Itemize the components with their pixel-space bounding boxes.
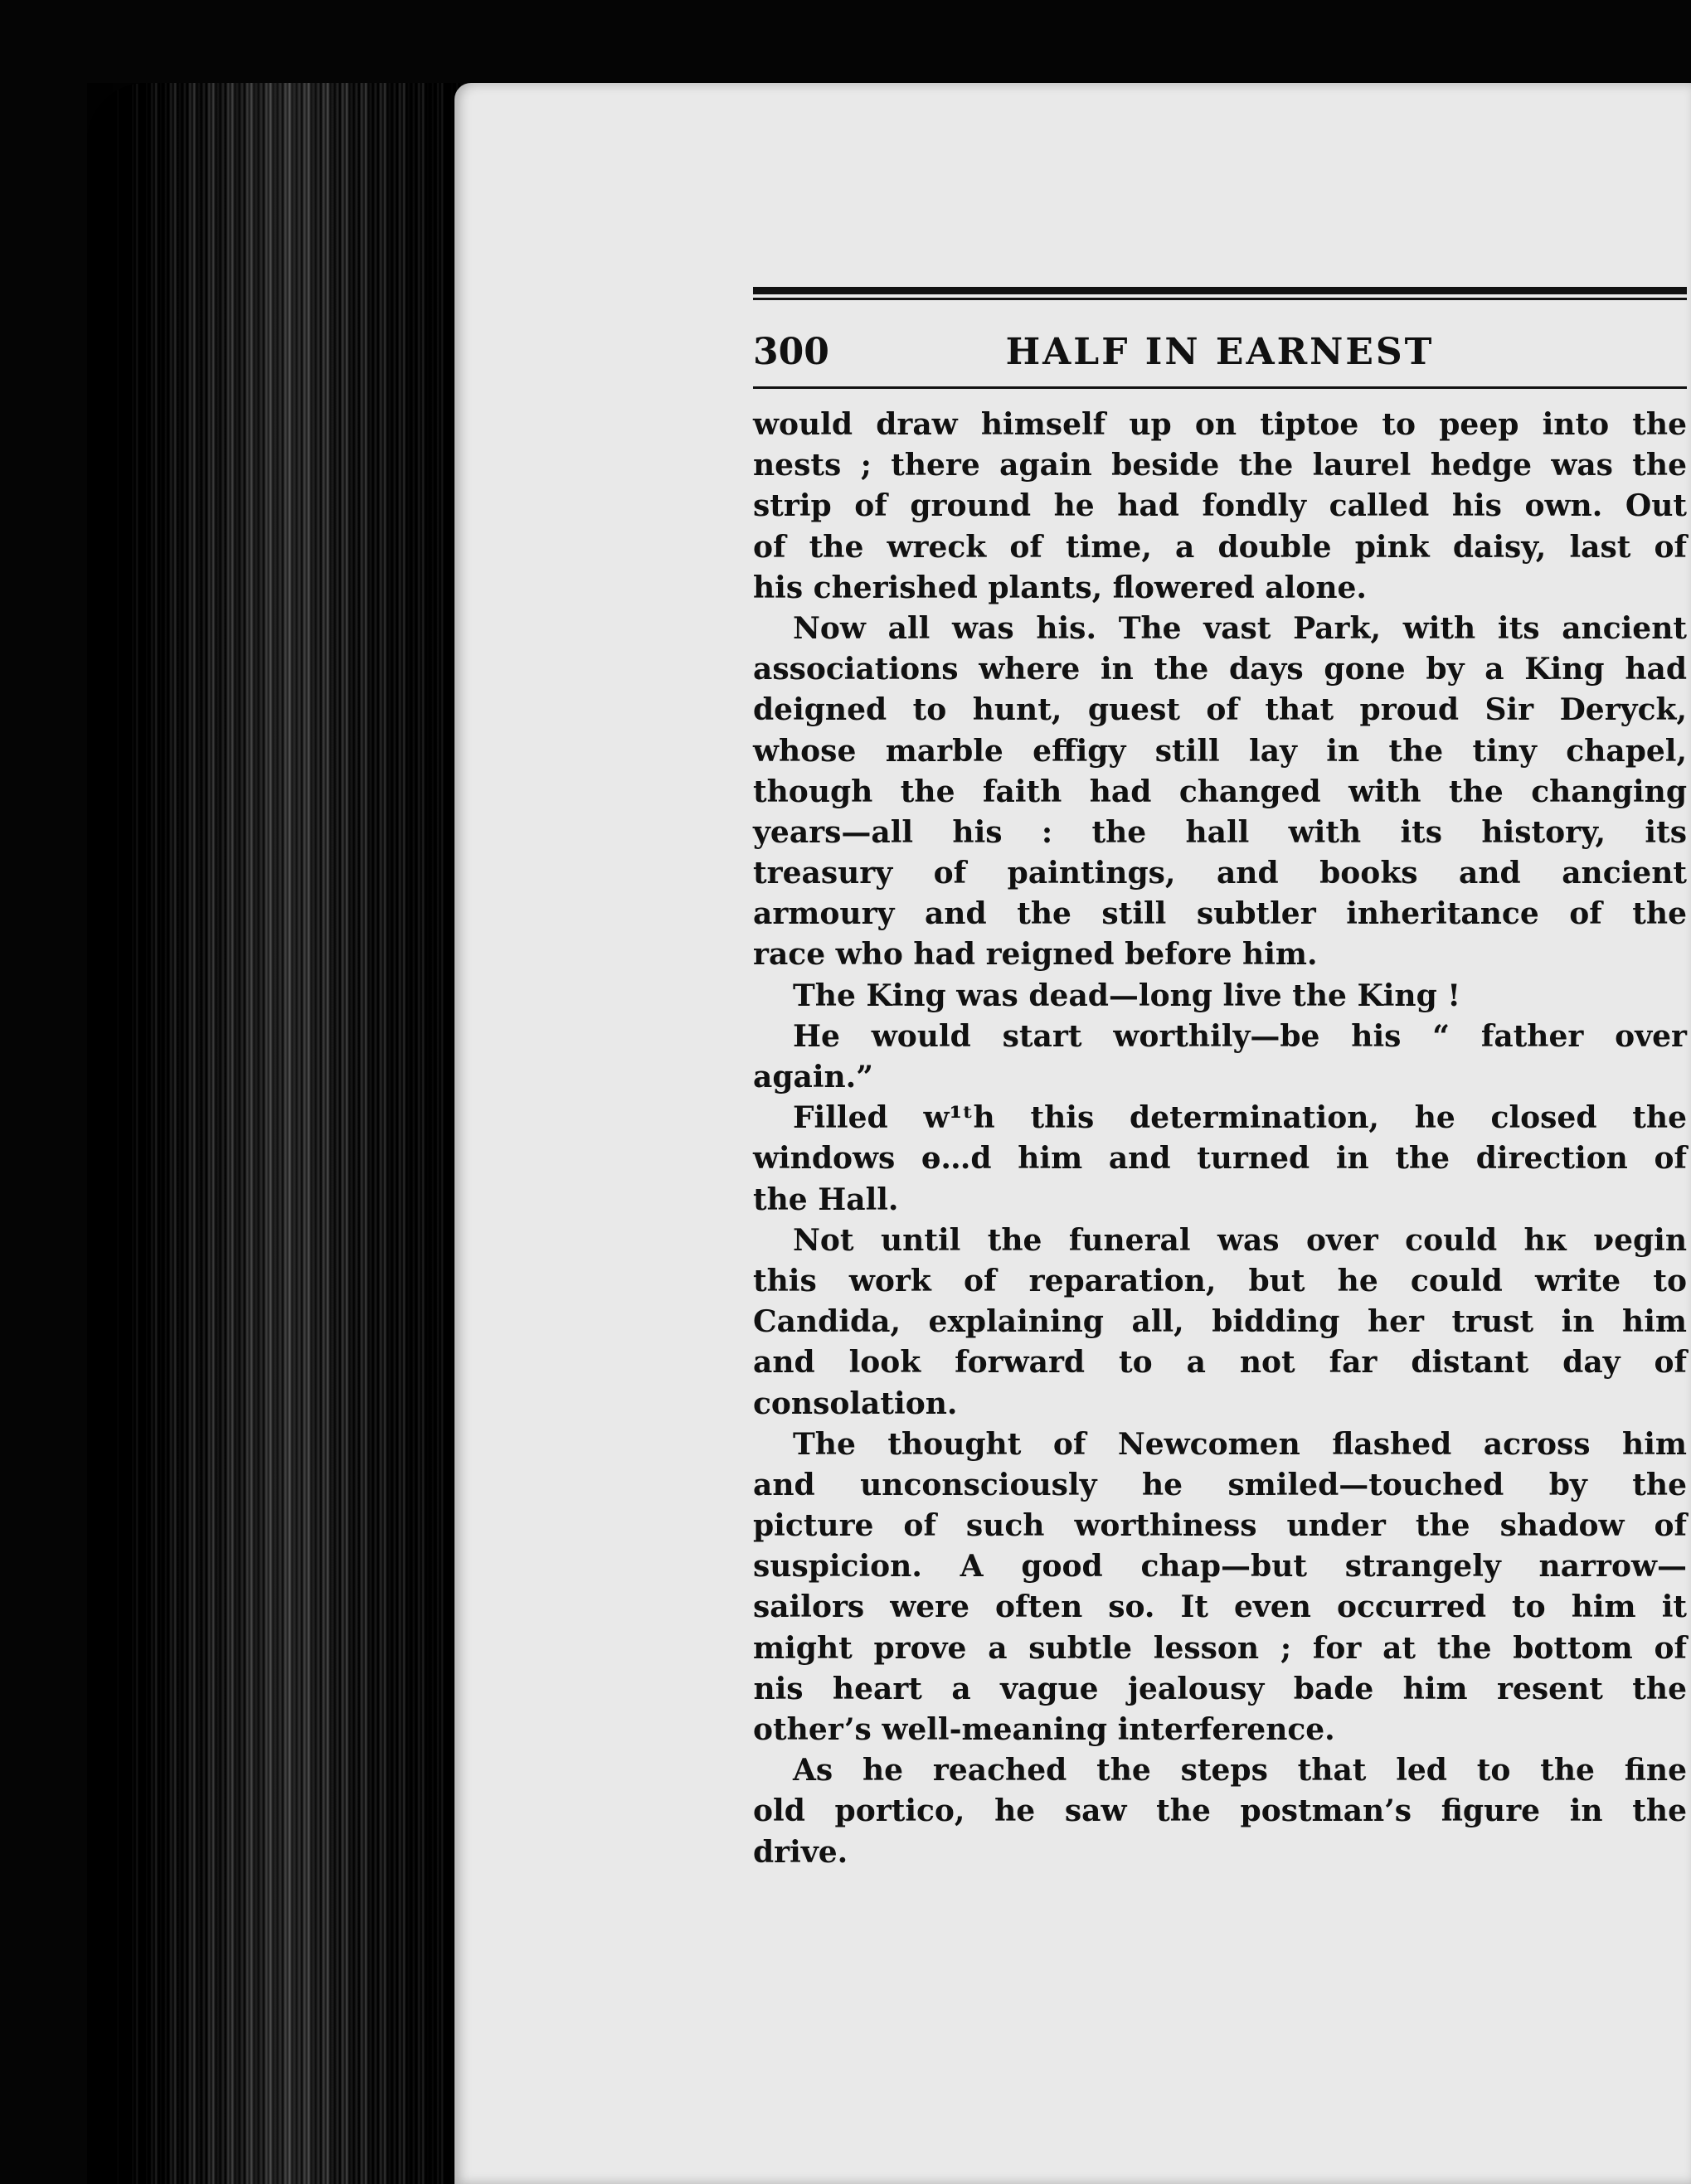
text-line: the Hall. (753, 1182, 899, 1217)
book-page-edges (87, 83, 460, 2184)
text-line: other’s well-meaning interference. (753, 1712, 1335, 1747)
text-line: would draw himself up on tiptoe to peep into the (753, 407, 1687, 442)
text-line: The King was dead—long live the King ! (793, 978, 1461, 1013)
text-line: his cherished plants, flowered alone. (753, 570, 1367, 605)
book-page (454, 83, 1691, 2184)
text-line: ոis heart a vague jealousy bade him resent the (753, 1671, 1687, 1706)
text-line: and unconsciously he smiled—touched by the (753, 1467, 1687, 1502)
text-line: Candida, explaining all, bidding her trust in him (753, 1304, 1687, 1340)
text-line: armoury and the still subtler inheritance of the (753, 896, 1687, 932)
text-line: He would start worthily—be his “ father over (793, 1018, 1687, 1054)
text-line: Now all was his. The vast Park, with its ancient (793, 610, 1687, 646)
text-line: The thought of Newcomen flashed across him (793, 1426, 1687, 1462)
text-line: treasury of paintings, and books and ancient (753, 856, 1687, 891)
text-line: this work of reparation, but he could write to (753, 1263, 1687, 1298)
text-line: though the faith had changed with the changing (753, 774, 1687, 809)
text-line: might prove a subtle lesson ; for at the bottom of (753, 1630, 1687, 1666)
running-title: HALF IN EARNEST (1005, 331, 1435, 373)
top-thick-rule (753, 287, 1687, 294)
text-line: race who had reigned before him. (753, 937, 1318, 973)
text-line: As he reached the steps that led to the fine (793, 1753, 1687, 1788)
text-line: old portico, he saw the postman’s figure in the (753, 1793, 1687, 1829)
text-line: of the wreck of time, a double pink daisy, last of (753, 529, 1687, 565)
text-line: deigned to hunt, guest of that proud Sir Deryck, (753, 692, 1687, 728)
text-line: suspicion. A good chap—but strangely narrow— (753, 1549, 1687, 1585)
text-line: Filled w¹ᵗh this determination, he closed the (793, 1100, 1687, 1136)
text-line: sailors were often so. It even occurred to him it (753, 1589, 1687, 1625)
text-line: strip of ground he had fondly called his own. Out (753, 488, 1687, 524)
text-line: associations where in the days gone by a King had (753, 652, 1687, 687)
text-line: years—all his : the hall with its history, its (753, 814, 1687, 850)
page-number: 300 (753, 331, 829, 373)
text-line: picture of such worthiness under the shadow of (753, 1508, 1687, 1544)
text-line: consolation. (753, 1386, 958, 1421)
text-line: nests ; there again beside the laurel hedge was the (753, 448, 1687, 483)
text-line: and look forward to a not far distant day of (753, 1345, 1687, 1381)
text-line: windows ѳ…d him and turned in the direction of (753, 1141, 1687, 1177)
top-thin-rule (753, 298, 1687, 300)
head-rule (753, 386, 1687, 389)
text-line: Not until the funeral was over could hĸ νegin (793, 1222, 1687, 1258)
text-line: drive. (753, 1834, 848, 1870)
text-line: again.” (753, 1060, 873, 1094)
body-text (753, 405, 1687, 1873)
text-line: whose marble effigy still lay in the tiny chapel, (753, 733, 1687, 769)
running-head (753, 323, 1687, 381)
